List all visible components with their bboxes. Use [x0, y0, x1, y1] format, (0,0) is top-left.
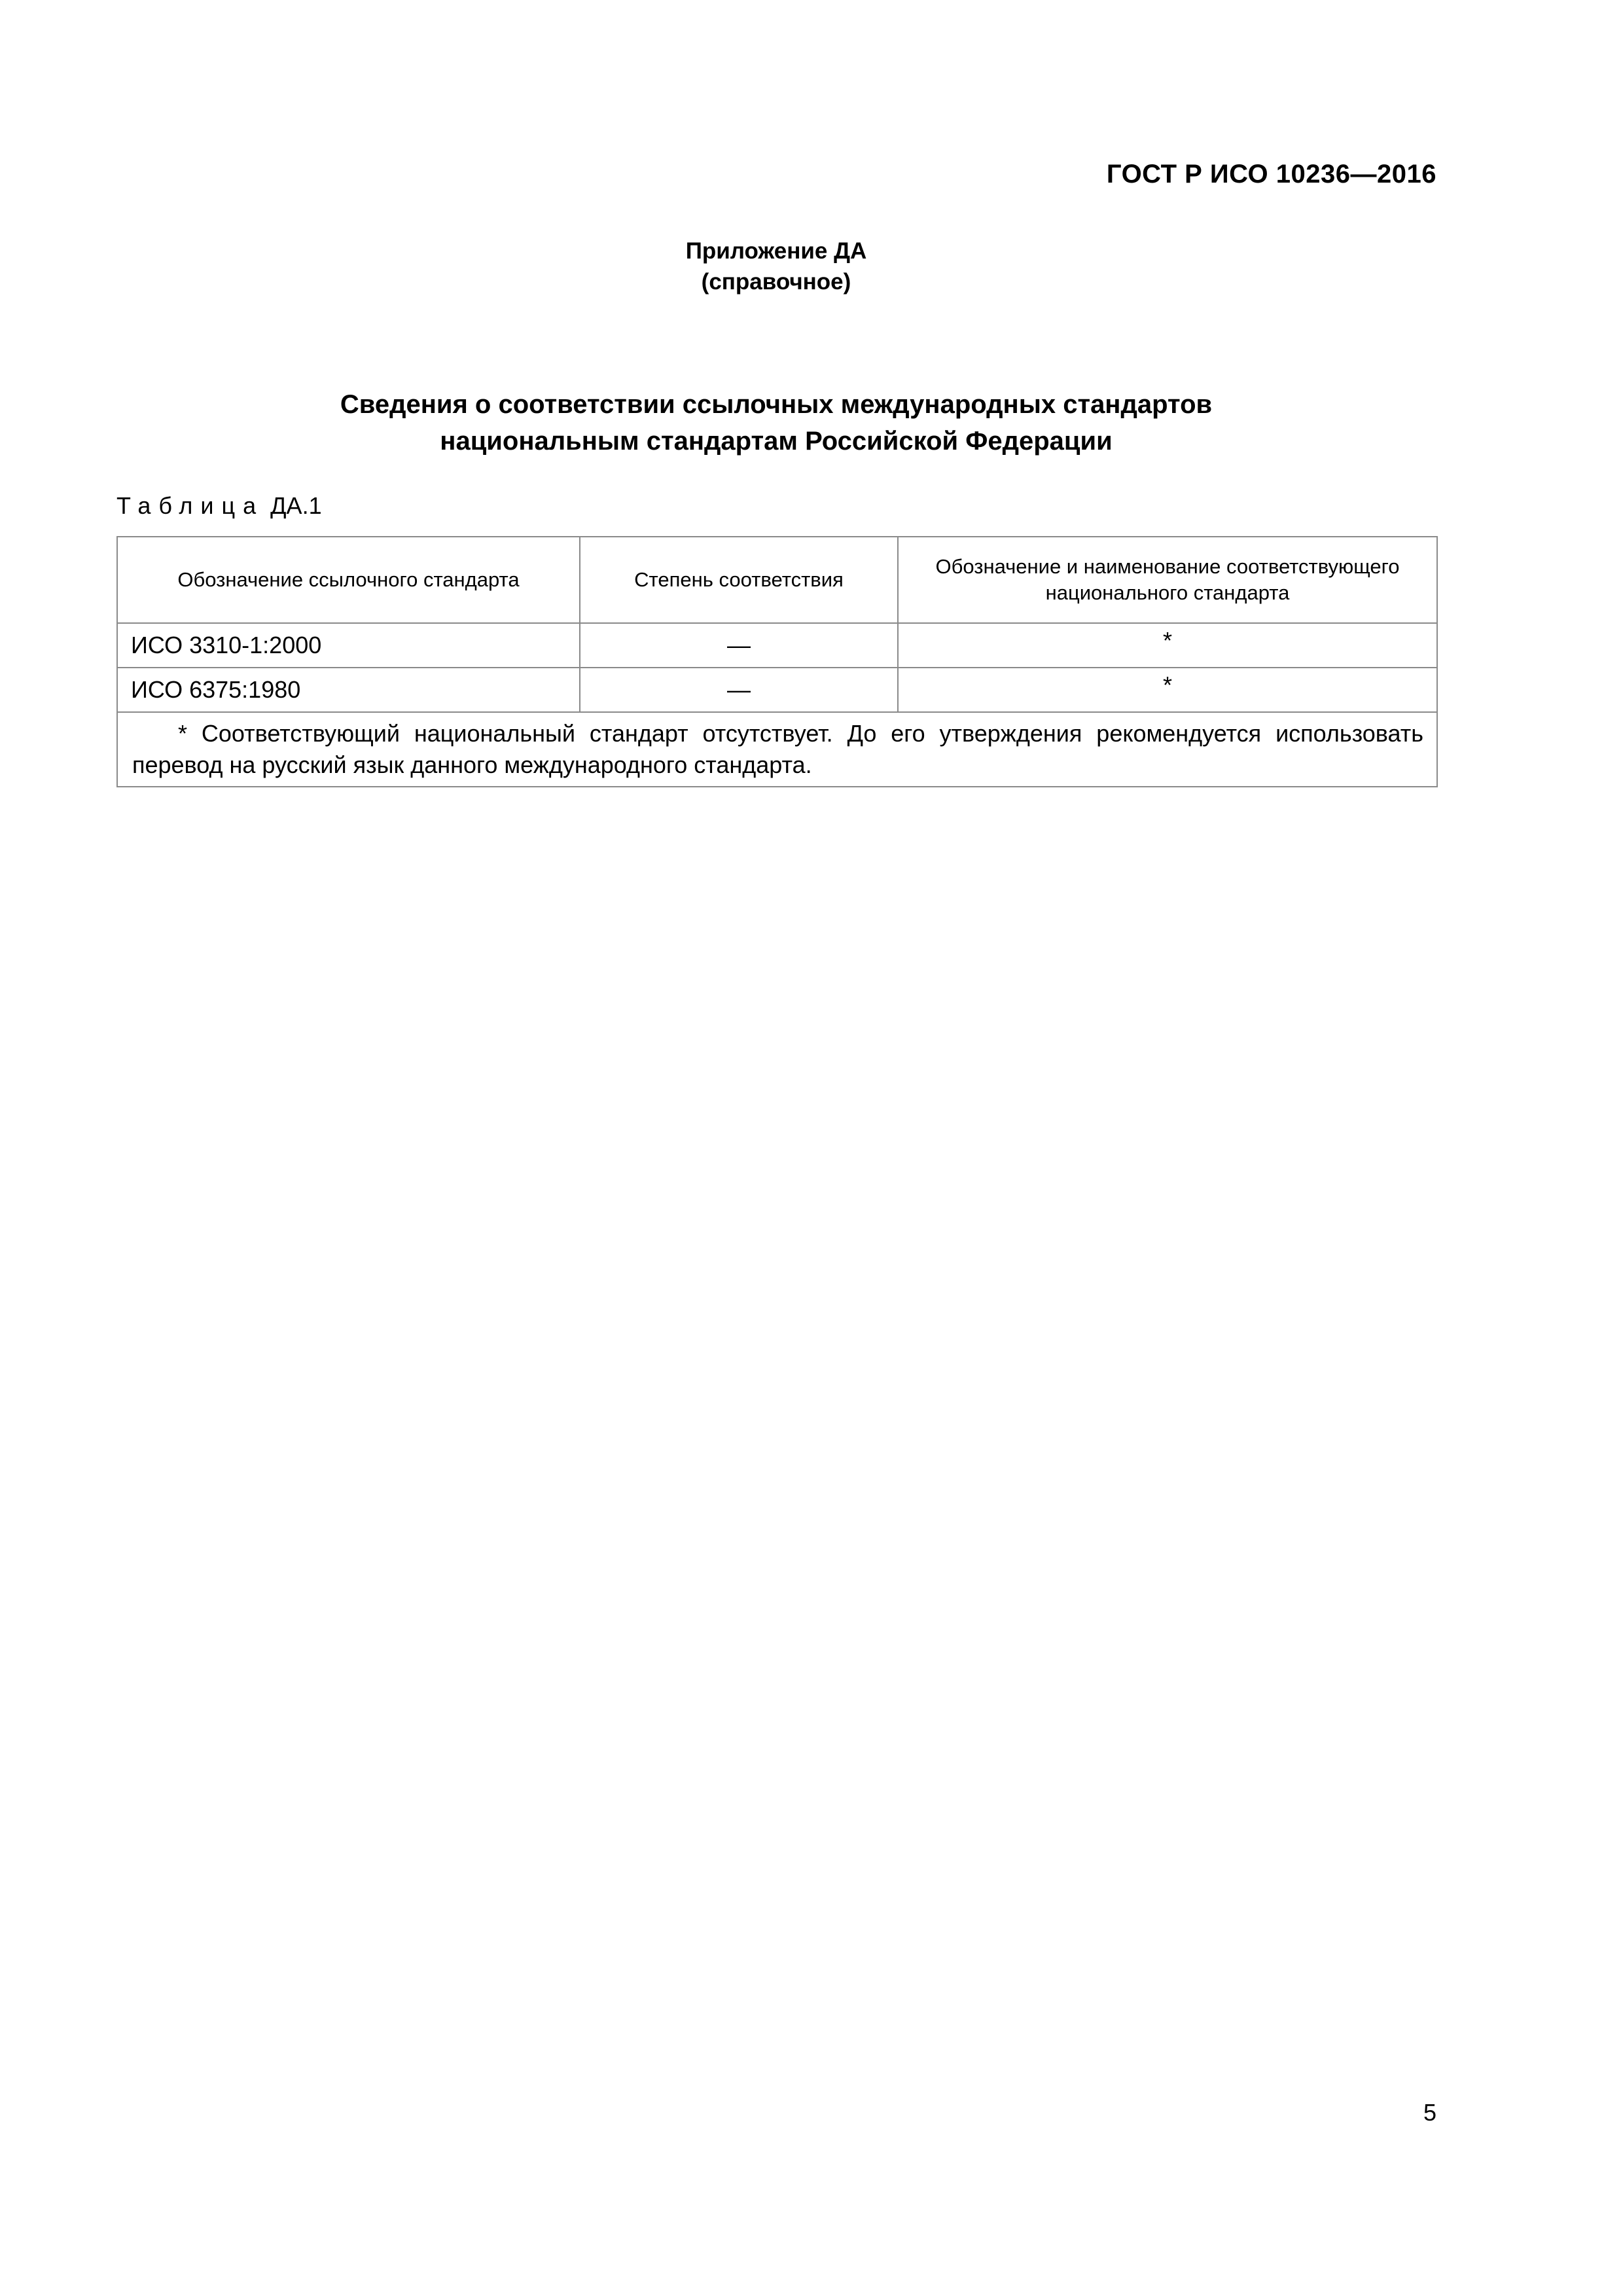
- section-title-line1: Сведения о соответствии ссылочных международных стандартов: [340, 390, 1213, 419]
- table-row: [117, 623, 1437, 668]
- document-code: ГОСТ Р ИСО 10236—2016: [1106, 160, 1436, 188]
- appendix-subtitle: (справочное): [701, 269, 851, 295]
- cell-national: *: [898, 623, 1437, 668]
- header-degree-of-correspondence: Степень соответствия: [580, 537, 898, 623]
- table-footnote-text: * Соответствующий национальный стандарт отсутствует. До его утверждения рекомендуется использовать перевод на русский язык данного международного стандарта.: [132, 720, 1423, 778]
- table-row: [117, 668, 1437, 712]
- correspondence-table: [116, 536, 1438, 787]
- section-title-line2: национальным стандартам Российской Федерации: [440, 427, 1113, 456]
- cell-degree: —: [580, 623, 898, 668]
- cell-standard: ИСО 6375:1980: [117, 668, 580, 712]
- page-number: 5: [1423, 2099, 1436, 2126]
- table-caption-word: Таблица: [116, 492, 264, 519]
- header-national-standard: Обозначение и наименование соответствующего национального стандарта: [898, 537, 1437, 623]
- table-footnote: [117, 712, 1437, 787]
- section-title: [0, 386, 1552, 459]
- appendix-heading: [0, 236, 1552, 297]
- cell-standard: ИСО 3310-1:2000: [117, 623, 580, 668]
- table-header-row: [117, 537, 1437, 623]
- appendix-title: Приложение ДА: [685, 238, 867, 264]
- header-reference-standard: Обозначение ссылочного стандарта: [117, 537, 580, 623]
- cell-national: *: [898, 668, 1437, 712]
- table-caption: [116, 492, 322, 520]
- table-caption-number: ДА.1: [270, 492, 322, 519]
- table-footnote-row: [117, 712, 1437, 787]
- cell-degree: —: [580, 668, 898, 712]
